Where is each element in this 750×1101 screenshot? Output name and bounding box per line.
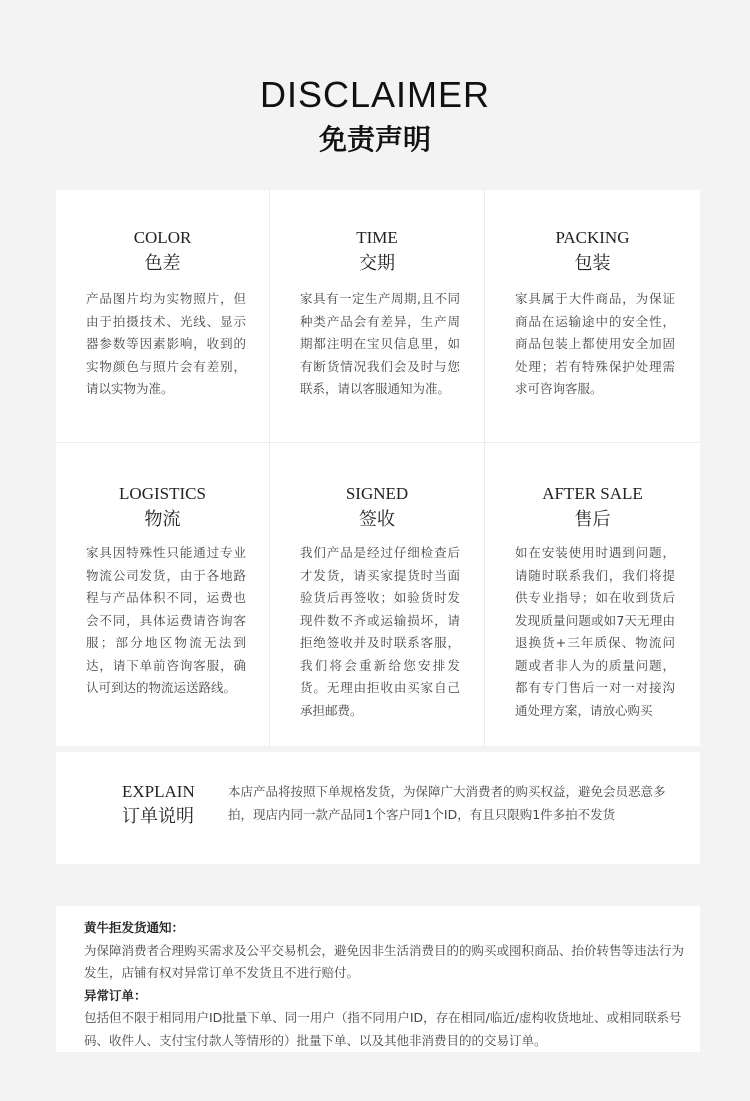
card-after-sale bbox=[485, 443, 700, 746]
notice-heading: 黄牛拒发货通知： bbox=[84, 920, 185, 935]
disclaimer-grid bbox=[56, 190, 700, 746]
card-title-en: PACKING bbox=[555, 228, 630, 247]
page-title: DISCLAIMER bbox=[259, 74, 491, 115]
explain-text: 本店产品将按照下单规格发货，为保障广大消费者的购买权益，避免会员恶意多拍，现店内同一款产品同1个客户同1个ID，有且只限购1件多拍不发货 bbox=[228, 784, 666, 822]
card-body: 如在安装使用时遇到问题，请随时联系我们，我们将提供专业指导；如在收到货后发现质量问题或如7天无理由退换货+三年质保、物流问题或者非人为的质量问题，都有专门售后一对一对接沟通处理方案，请放心购买 bbox=[515, 545, 675, 718]
card-title-en: SIGNED bbox=[345, 484, 409, 503]
card-title-zh: 包装 bbox=[574, 253, 611, 274]
explain-title-zh: 订单说明 bbox=[122, 806, 194, 827]
card-body: 产品图片均为实物照片，但由于拍摄技术、光线、显示器参数等因素影响，收到的实物颜色与照片会有差别，请以实物为准。 bbox=[86, 291, 246, 396]
card-logistics bbox=[56, 443, 270, 746]
card-packing bbox=[485, 190, 700, 443]
card-title-en: AFTER SALE bbox=[542, 484, 643, 503]
card-title-en: LOGISTICS bbox=[119, 484, 206, 503]
card-body: 我们产品是经过仔细检查后才发货，请买家提货时当面验货后再签收；如验货时发现件数不齐或运输损坏，请拒绝签收并及时联系客服，我们将会重新给您安排发货。无理由拒收由买家自己承担邮费。 bbox=[300, 545, 460, 718]
explain-section bbox=[56, 752, 700, 864]
card-title-zh: 售后 bbox=[574, 509, 611, 530]
card-title-zh: 交期 bbox=[359, 253, 395, 274]
card-time bbox=[270, 190, 485, 443]
card-body: 家具因特殊性只能通过专业物流公司发货，由于各地路程与产品体积不同，运费也会不同，具体运费请咨询客服；部分地区物流无法到达，请下单前咨询客服，确认可到达的物流运送路线。 bbox=[86, 545, 246, 695]
card-color bbox=[56, 190, 270, 443]
abnormal-order-text: 包括但不限于相同用户ID批量下单、同一用户（指不同用户ID，存在相同/临近/虚构收货地址、或相同联系号码、收件人、支付宝付款人等情形的）批量下单、以及其他非消费目的的交易订单。 bbox=[84, 1010, 682, 1048]
notice-section bbox=[56, 906, 700, 1052]
card-title-zh: 色差 bbox=[144, 253, 181, 274]
page-subtitle: 免责声明 bbox=[318, 123, 431, 156]
abnormal-order-heading: 异常订单： bbox=[84, 987, 147, 1003]
explain-title-en: EXPLAIN bbox=[122, 782, 195, 801]
card-body: 家具属于大件商品，为保证商品在运输途中的安全性，商品包装上都使用安全加固处理；若有特殊保护处理需求可咨询客服。 bbox=[515, 291, 675, 396]
card-signed bbox=[270, 443, 485, 746]
card-title-zh: 签收 bbox=[359, 509, 395, 530]
card-body: 家具有一定生产周期,且不同种类产品会有差异，生产周期都注明在宝贝信息里，如有断货情况我们会及时与您联系，请以客服通知为准。 bbox=[300, 291, 460, 396]
card-title-en: COLOR bbox=[133, 228, 192, 247]
card-title-en: TIME bbox=[356, 228, 398, 247]
notice-text: 为保障消费者合理购买需求及公平交易机会，避免因非生活消费目的的购买或囤积商品、抬价转售等违法行为发生，店铺有权对异常订单不发货且不进行赔付。 bbox=[84, 942, 685, 980]
card-title-zh: 物流 bbox=[144, 509, 181, 530]
